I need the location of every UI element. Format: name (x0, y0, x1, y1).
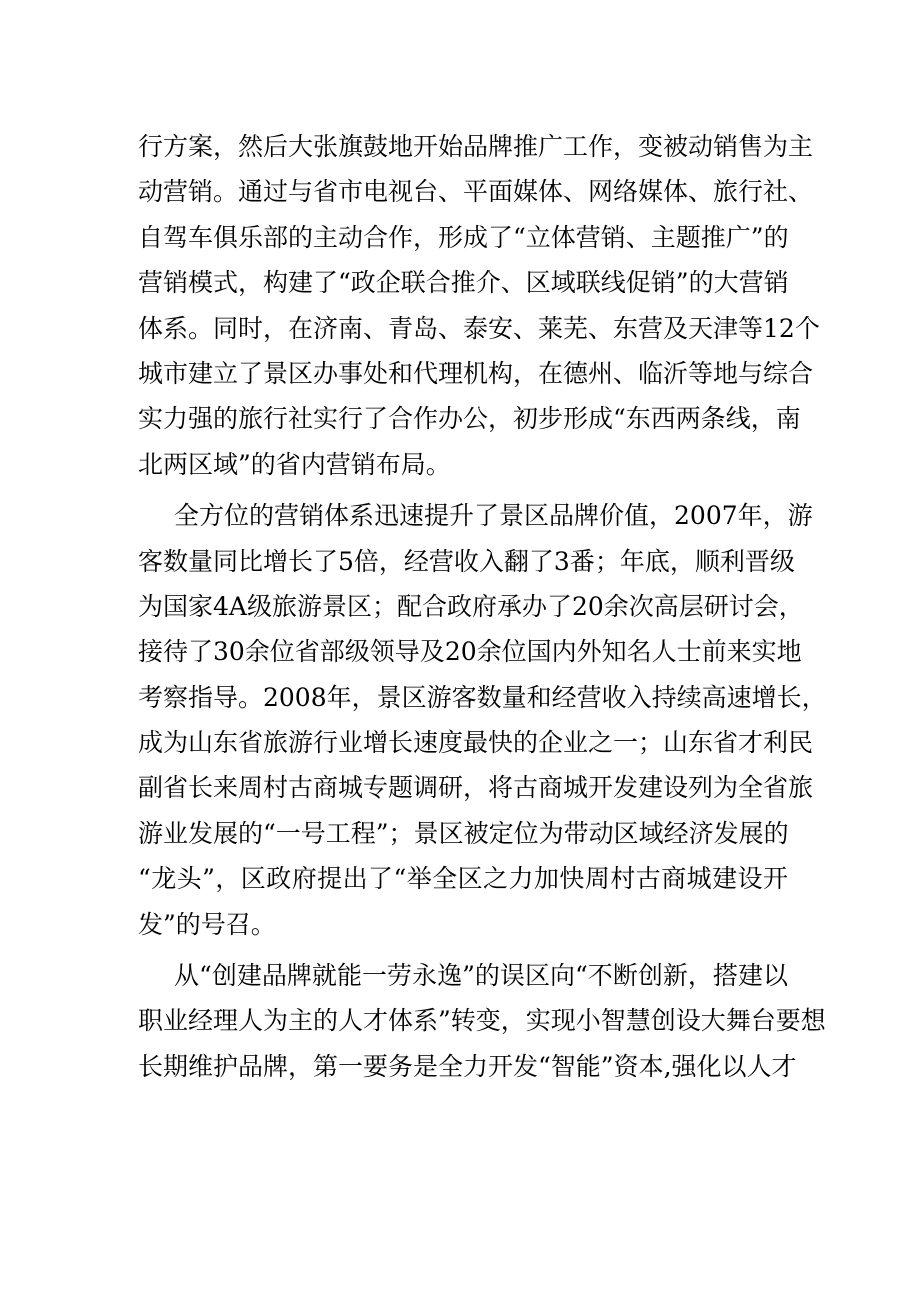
text-line: 体系。同时，在济南、青岛、泰安、莱芜、东营及天津等12个 (138, 313, 820, 343)
text-line: 副省长来周村古商城专题调研，将古商城开发建设列为全省旅 (138, 773, 814, 803)
text-line: 实力强的旅行社实行了合作办公，初步形成“东西两条线，南 (138, 404, 801, 434)
text-line: 成为山东省旅游行业增长速度最快的企业之一；山东省才利民 (138, 728, 814, 758)
text-line: 客数量同比增长了5倍，经营收入翻了3番；年底，顺利晋级 (138, 546, 795, 576)
text-line: 职业经理人为主的人才体系”转变，实现小智慧创设大舞台要想 (138, 1006, 826, 1036)
text-line: 从“创建品牌就能一劳永逸”的误区向“不断创新，搭建以 (174, 961, 788, 991)
text-line: 游业发展的“一号工程”；景区被定位为带动区域经济发展的 (138, 818, 789, 848)
text-line: 接待了30余位省部级领导及20余位国内外知名人士前来实地 (138, 637, 802, 667)
text-line: 长期维护品牌，第一要务是全力开发“智能”资本,强化以人才 (138, 1051, 797, 1081)
text-line: 行方案，然后大张旗鼓地开始品牌推广工作，变被动销售为主 (138, 132, 814, 161)
text-line: “龙头”，区政府提出了“举全区之力加快周村古商城建设开 (138, 864, 788, 894)
text-line: 为国家4A级旅游景区；配合政府承办了20余次高层研讨会， (138, 591, 804, 621)
text-line: 动营销。通过与省市电视台、平面媒体、网络媒体、旅行社、 (138, 177, 814, 207)
text-line: 自驾车俱乐部的主动合作，形成了“立体营销、主题推广”的 (138, 222, 789, 252)
text-line: 考察指导。2008年，景区游客数量和经营收入持续高速增长， (138, 682, 827, 712)
body-text (138, 124, 827, 1089)
text-line: 营销模式，构建了“政企联合推介、区域联线促销”的大营销 (138, 268, 789, 298)
text-line: 全方位的营销体系迅速提升了景区品牌价值，2007年，游 (174, 501, 813, 531)
text-line: 城市建立了景区办事处和代理机构，在德州、临沂等地与综合 (138, 358, 814, 388)
text-line: 发”的号召。 (138, 909, 276, 939)
text-line: 北两区域”的省内营销布局。 (138, 449, 451, 479)
